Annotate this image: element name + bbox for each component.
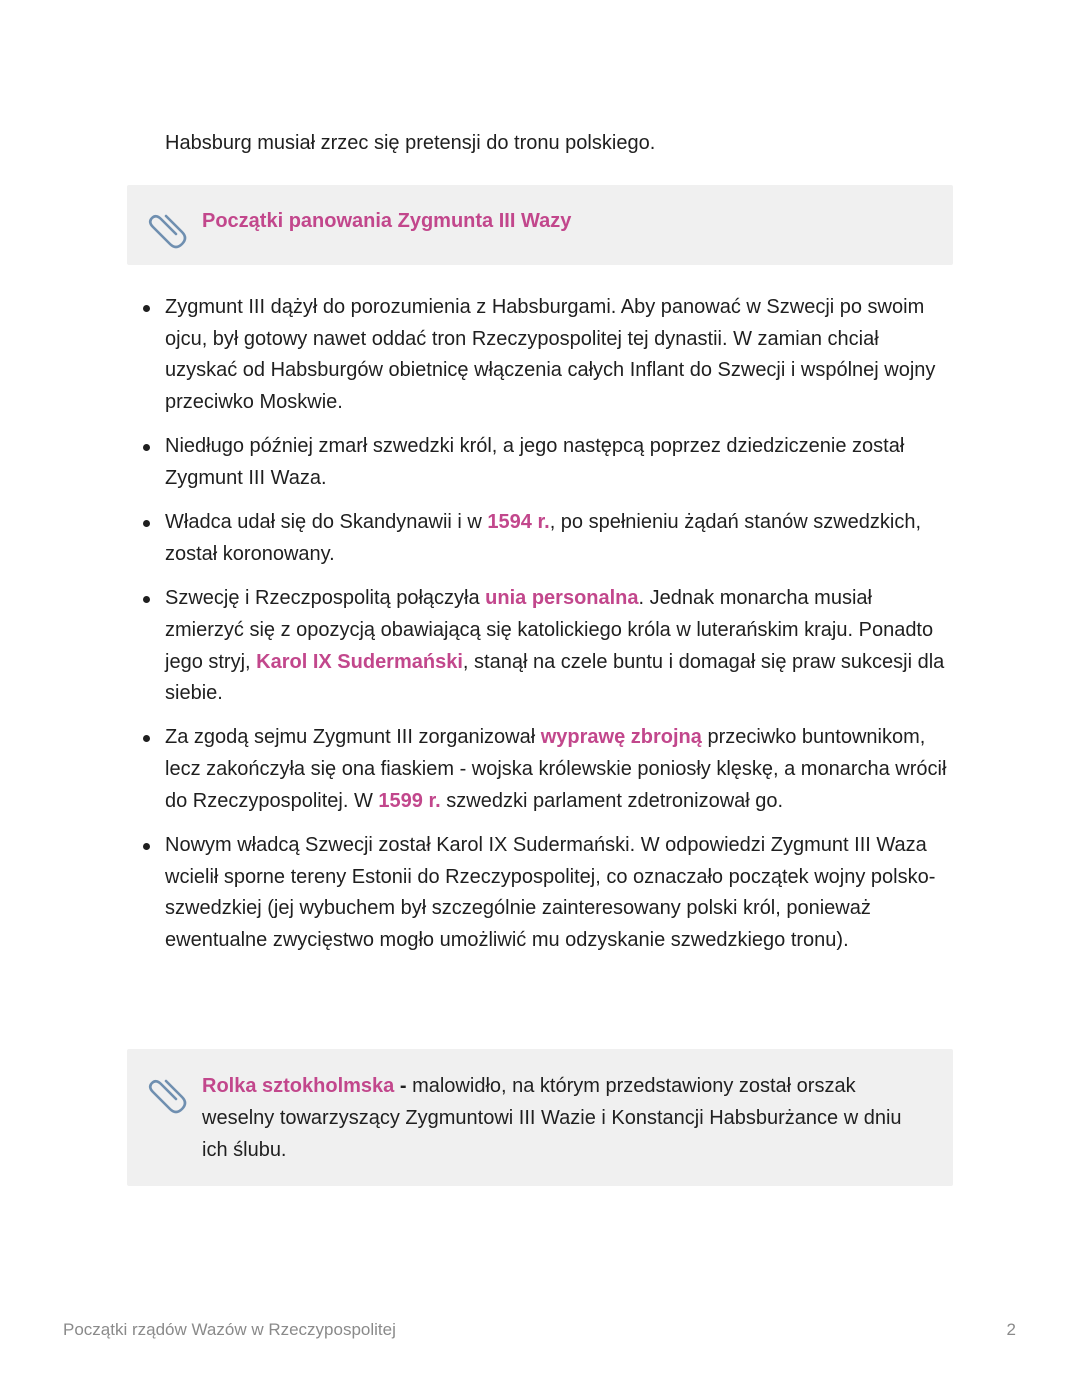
section-title: Początki panowania Zygmunta III Wazy xyxy=(202,210,572,232)
intro-paragraph: Habsburg musiał zrzec się pretensji do tronu polskiego. xyxy=(165,132,656,154)
list-item xyxy=(165,292,955,419)
list-item-text: Szwecję i Rzeczpospolitą połączyła xyxy=(165,587,486,610)
bullet-dot-icon xyxy=(143,305,150,312)
highlighted-term: 1594 r. xyxy=(487,511,550,534)
definition-body: malowidło, na którym przedstawiony został orszak weselny towarzyszący Zygmuntowi III Wazie i Konstancji Habsburżance w dniu ich ślubu. xyxy=(202,1075,902,1161)
highlighted-term: unia personalna xyxy=(485,587,639,610)
list-item-text: . Jednak monarcha musiał zmierzyć się z opozycją obawiającą się katolickiego króla w luterańskim kraju. Ponadto jego stryj, xyxy=(165,587,934,673)
list-item-text: Niedługo później zmarł szwedzki król, a jego następcą poprzez dziedziczenie został Zygmunt III Waza. xyxy=(165,435,905,490)
list-item xyxy=(165,830,955,957)
list-item-text: szwedzki parlament zdetronizował go. xyxy=(440,789,784,812)
highlighted-term: wyprawę zbrojną xyxy=(540,726,702,749)
list-item-text: , stanął na czele buntu i domagał się praw sukcesji dla siebie. xyxy=(165,650,945,705)
list-item xyxy=(165,431,955,494)
definition-separator: - xyxy=(394,1075,413,1097)
page-number: 2 xyxy=(1006,1320,1016,1339)
bullet-dot-icon xyxy=(143,444,150,451)
paperclip-icon xyxy=(146,207,190,251)
list-item-text: przeciwko buntownikom, lecz zakończyła się ona fiaskiem - wojska królewskie poniosły klęskę, a monarcha wrócił do Rzeczypospolitej. W xyxy=(165,726,947,812)
list-item xyxy=(165,722,955,817)
paperclip-icon xyxy=(146,1072,190,1116)
bullet-dot-icon xyxy=(143,596,150,603)
list-item xyxy=(165,583,955,710)
list-item-text: Nowym władcą Szwecji został Karol IX Sudermański. W odpowiedzi Zygmunt III Waza wcielił sporne tereny Estonii do Rzeczypospolitej, co oznaczało początek wojny polsko-szwedzkiej (jej wybuchem był szczególnie zainteresowany polski król, ponieważ ewentualne zwycięstwo mogło umożliwić mu odzyskanie szwedzkiego tronu). xyxy=(165,834,936,952)
bullet-dot-icon xyxy=(143,843,150,850)
list-item-text: Za zgodą sejmu Zygmunt III zorganizował xyxy=(165,726,541,749)
highlighted-term: 1599 r. xyxy=(378,789,441,812)
bullet-dot-icon xyxy=(143,520,150,527)
bullet-list xyxy=(165,292,955,969)
definition-term: Rolka sztokholmska xyxy=(202,1075,395,1097)
list-item xyxy=(165,507,955,570)
footer-document-title: Początki rządów Wazów w Rzeczypospolitej xyxy=(63,1320,396,1339)
list-item-text: Zygmunt III dążył do porozumienia z Habsburgami. Aby panować w Szwecji po swoim ojcu, był gotowy nawet oddać tron Rzeczypospolitej tej dynastii. W zamian chciał uzyskać od Habsburgów obietnicę włączenia całych Inflant do Szwecji i wspólnej wojny przeciwko Moskwie. xyxy=(165,296,936,414)
list-item-text: Władca udał się do Skandynawii i w xyxy=(165,511,488,534)
bullet-dot-icon xyxy=(143,735,150,742)
list-item-text: , po spełnieniu żądań stanów szwedzkich, został koronowany. xyxy=(165,511,922,565)
highlighted-term: Karol IX Sudermański xyxy=(256,650,463,673)
definition-text xyxy=(202,1070,932,1166)
